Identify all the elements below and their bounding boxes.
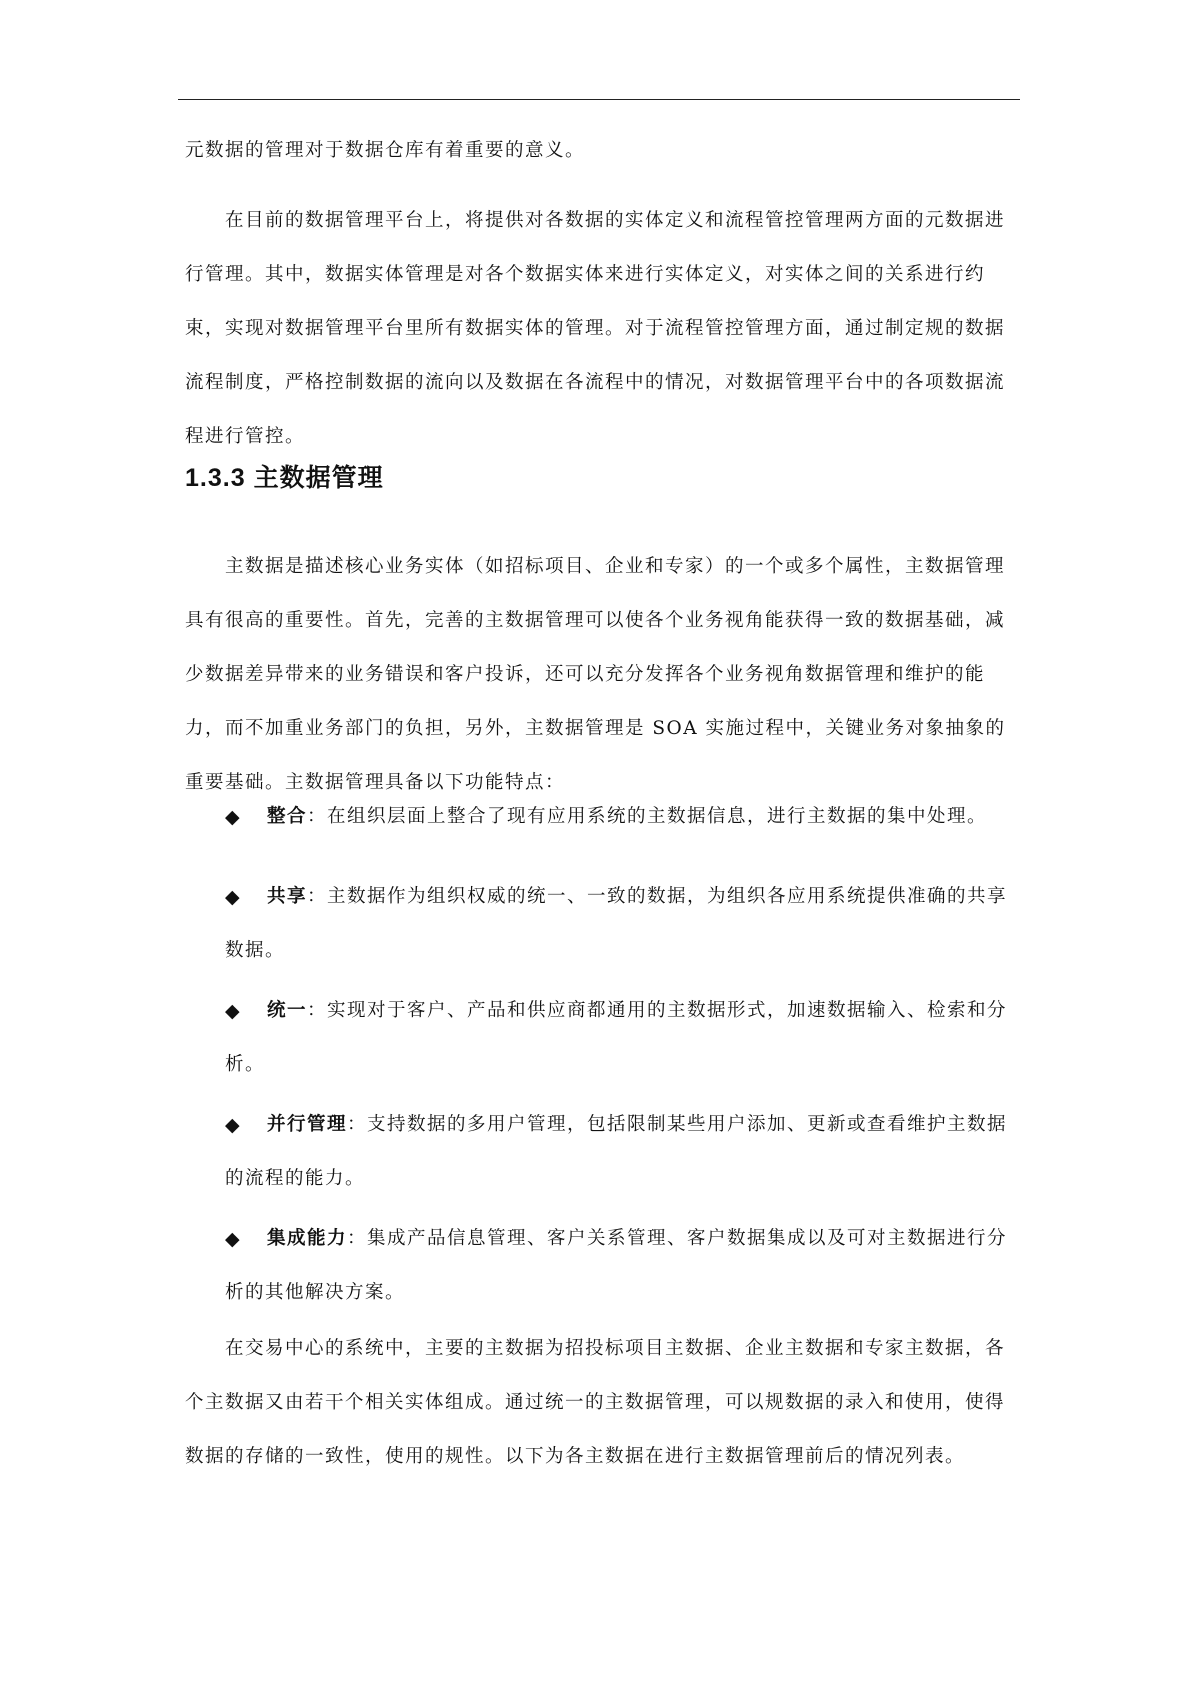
diamond-bullet-icon: ◆	[225, 806, 242, 828]
bullet-text: 主数据作为组织权威的统一、一致的数据，为组织各应用系统提供准确的共享数据。	[225, 886, 1008, 961]
section-heading	[185, 458, 384, 494]
bullet-text: 在组织层面上整合了现有应用系统的主数据信息，进行主数据的集中处理。	[327, 806, 988, 827]
bullet-item	[185, 790, 1017, 844]
bullet-text: 集成产品信息管理、客户关系管理、客户数据集成以及可对主数据进行分析的其他解决方案。	[225, 1228, 1008, 1303]
bullet-item	[185, 984, 1017, 1092]
diamond-bullet-icon: ◆	[225, 1114, 242, 1136]
bullet-term: 并行管理	[267, 1114, 348, 1135]
header-rule	[178, 99, 1020, 100]
diamond-bullet-icon: ◆	[225, 1000, 242, 1022]
bullet-term: 统一	[267, 1000, 308, 1021]
paragraph-trade-center: 在交易中心的系统中，主要的主数据为招投标项目主数据、企业主数据和专家主数据，各个主数据又由若干个相关实体组成。通过统一的主数据管理，可以规数据的录入和使用，使得数据的存储的一致性，使用的规性。以下为各主数据在进行主数据管理前后的情况列表。	[185, 1338, 1006, 1467]
bullet-separator: ：	[347, 1114, 368, 1135]
bullet-separator: ：	[307, 886, 328, 907]
bullet-separator: ：	[347, 1228, 368, 1249]
paragraph-master-data-intro: 主数据是描述核心业务实体（如招标项目、企业和专家）的一个或多个属性，主数据管理具有很高的重要性。首先，完善的主数据管理可以使各个业务视角能获得一致的数据基础，减少数据差异带来的业务错误和客户投诉，还可以充分发挥各个业务视角数据管理和维护的能力，而不加重业务部门的负担，另外，主数据管理是 SOA 实施过程中，关键业务对象抽象的重要基础。主数据管理具备以下功能特点：	[185, 556, 1006, 793]
diamond-bullet-icon: ◆	[225, 1228, 242, 1250]
section-title: 主数据管理	[253, 464, 384, 492]
bullet-term: 共享	[267, 886, 308, 907]
bullet-separator: ：	[307, 1000, 328, 1021]
bullet-term: 集成能力	[267, 1228, 348, 1249]
section-number: 1.3.3	[185, 464, 246, 492]
bullet-text: 支持数据的多用户管理，包括限制某些用户添加、更新或查看维护主数据的流程的能力。	[225, 1114, 1008, 1189]
bullet-item	[185, 870, 1017, 978]
diamond-bullet-icon: ◆	[225, 886, 242, 908]
bullet-text: 实现对于客户、产品和供应商都通用的主数据形式，加速数据输入、检索和分析。	[225, 1000, 1008, 1075]
bullet-term: 整合	[267, 806, 308, 827]
bullet-item	[185, 1098, 1017, 1206]
paragraph-continuation: 元数据的管理对于数据仓库有着重要的意义。	[185, 140, 586, 161]
paragraph-metadata-platform: 在目前的数据管理平台上，将提供对各数据的实体定义和流程管控管理两方面的元数据进行管理。其中，数据实体管理是对各个数据实体来进行实体定义，对实体之间的关系进行约束，实现对数据管理平台里所有数据实体的管理。对于流程管控管理方面，通过制定规的数据流程制度，严格控制数据的流向以及数据在各流程中的情况，对数据管理平台中的各项数据流程进行管控。	[185, 210, 1006, 447]
bullet-item	[185, 1212, 1017, 1320]
bullet-separator: ：	[307, 806, 328, 827]
